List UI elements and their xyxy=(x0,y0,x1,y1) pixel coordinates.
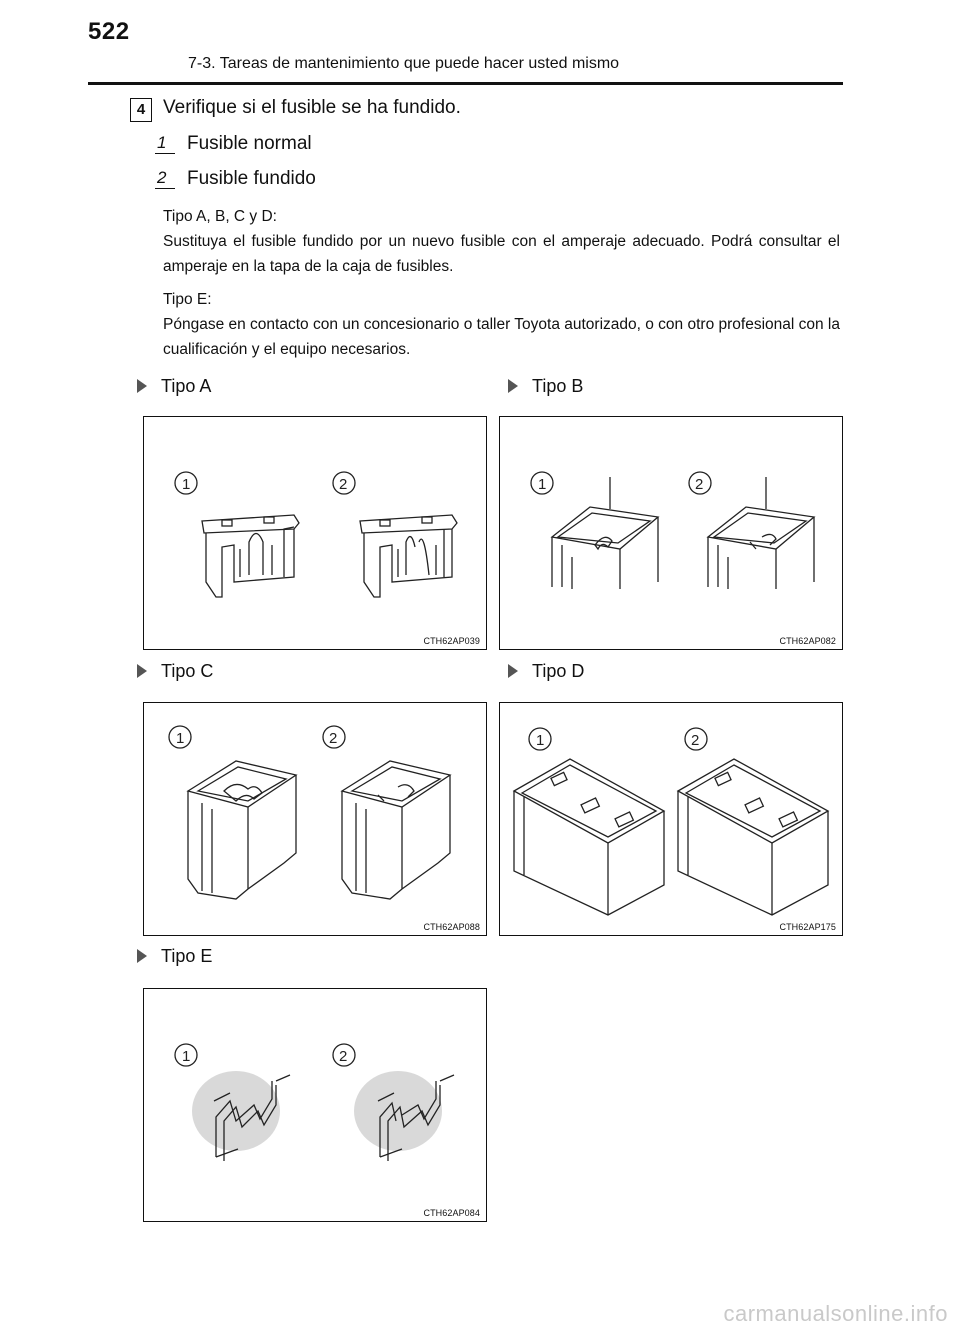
svg-text:1: 1 xyxy=(182,476,191,493)
bullet-triangle-icon xyxy=(137,379,147,393)
paragraph-lead-abcd: Tipo A, B, C y D: xyxy=(163,208,277,225)
svg-text:1: 1 xyxy=(176,730,185,747)
paragraph-lead-e: Tipo E: xyxy=(163,291,212,308)
figure-tipo-c xyxy=(143,702,487,936)
figure-code: CTH62AP082 xyxy=(779,636,836,646)
legend-label-normal: Fusible normal xyxy=(187,133,312,154)
header-rule xyxy=(88,82,843,85)
bullet-triangle-icon xyxy=(137,949,147,963)
svg-text:2: 2 xyxy=(691,732,700,749)
figure-heading-tipo-c: Tipo C xyxy=(137,661,213,682)
bullet-triangle-icon xyxy=(508,664,518,678)
svg-text:2: 2 xyxy=(695,476,704,493)
fuse-type-e-illustration xyxy=(144,989,488,1223)
page-number: 522 xyxy=(88,18,130,45)
fuse-type-d-illustration xyxy=(500,703,844,937)
figure-tipo-d xyxy=(499,702,843,936)
svg-text:2: 2 xyxy=(339,1048,348,1065)
paragraph-text-abcd: Sustituya el fusible fundido por un nuevo fusible con el amperaje adecuado. Podrá consultar el amperaje en la tapa de la caja de fusibles. xyxy=(163,233,840,275)
svg-text:2: 2 xyxy=(339,476,348,493)
figure-tipo-e xyxy=(143,988,487,1222)
bullet-triangle-icon xyxy=(508,379,518,393)
figure-code: CTH62AP175 xyxy=(779,922,836,932)
bullet-triangle-icon xyxy=(137,664,147,678)
figure-heading-tipo-a: Tipo A xyxy=(137,376,211,397)
figure-heading-tipo-e: Tipo E xyxy=(137,946,212,967)
svg-text:1: 1 xyxy=(182,1048,191,1065)
figure-tipo-a xyxy=(143,416,487,650)
step-text: Verifique si el fusible se ha fundido. xyxy=(163,97,461,118)
figure-code: CTH62AP088 xyxy=(423,922,480,932)
figure-heading-tipo-b: Tipo B xyxy=(508,376,583,397)
svg-text:1: 1 xyxy=(538,476,547,493)
svg-text:2: 2 xyxy=(329,730,338,747)
legend-number-1: 1 xyxy=(155,136,173,154)
legend-number-2: 2 xyxy=(155,171,173,189)
section-title: 7-3. Tareas de mantenimiento que puede hacer usted mismo xyxy=(188,55,620,72)
fuse-type-c-illustration xyxy=(144,703,488,937)
watermark: carmanualsonline.info xyxy=(723,1301,948,1326)
figure-code: CTH62AP084 xyxy=(423,1208,480,1218)
step-number-badge: 4 xyxy=(130,98,152,122)
svg-text:1: 1 xyxy=(536,732,545,749)
fuse-type-a-illustration xyxy=(144,417,488,651)
paragraph-text-e: Póngase en contacto con un concesionario o taller Toyota autorizado, o con otro profesional con la cualificación y el equipo necesarios. xyxy=(163,316,840,358)
legend-label-blown: Fusible fundido xyxy=(187,168,316,189)
figure-tipo-b xyxy=(499,416,843,650)
figure-code: CTH62AP039 xyxy=(423,636,480,646)
fuse-type-b-illustration xyxy=(500,417,844,651)
figure-heading-tipo-d: Tipo D xyxy=(508,661,584,682)
